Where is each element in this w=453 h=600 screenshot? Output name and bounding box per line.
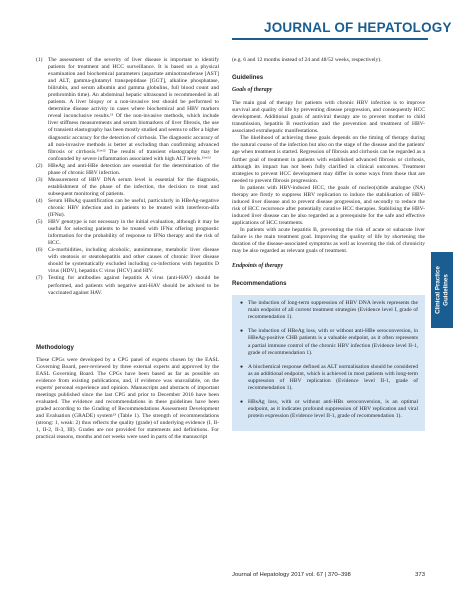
bullet-icon: ● xyxy=(240,301,244,307)
recommendation-item xyxy=(239,364,418,392)
recommendation-item xyxy=(239,300,418,321)
endpoints-heading: Endpoints of therapy xyxy=(232,263,284,270)
list-item xyxy=(36,198,219,219)
footer-citation: Journal of Hepatology 2017 vol. 67 | 370–398 xyxy=(232,572,351,578)
goals-section xyxy=(232,100,425,255)
recommendation-item xyxy=(239,328,418,356)
list-item xyxy=(36,57,219,163)
header-rule xyxy=(232,38,428,40)
recommendation-text: A biochemical response defined as ALT normalisation should be considered as an additional endpoint, which is achieved in most patients with long-term suppression of HBV replication (Evidence level II-1, grade of recommendation 1). xyxy=(248,363,418,391)
recommendations-box xyxy=(232,295,425,431)
list-item-text: Co-morbidities, including alcoholic, autoimmune, metabolic liver disease with steatosis or steatohepatitis and other causes of chronic liver disease should be systematically excluded including co-infections with hepatitis D virus (HDV), hepatitis C virus (HCV) and HIV. xyxy=(48,247,219,275)
list-item-text: The assessment of the severity of liver disease is important to identify patients for treatment and HCC surveillance. It is based on a physical examination and biochemical parameters (aspartate aminotransferase [AST] and ALT, gamma-glutamyl transpeptidase [GGT], alkaline phosphatase, bilirubin, and serum albumin and gamma globulins, full blood count and prothrombin time). An abdominal hepatic ultrasound is recommended in all patients. A liver biopsy or a non-invasive test should be performed to determine disease activity in cases where biochemical and HBV markers reveal inconclusive results.¹¹ Of the non-invasive methods, which include liver stiffness measurements and serum biomarkers of liver fibrosis, the use of transient elastography has been mostly studied and seems to offer a higher diagnostic accuracy for the detection of cirrhosis. The diagnostic accuracy of all non-invasive methods is better at excluding than confirming advanced fibrosis or cirrhosis.¹¹ʷ¹² The results of transient elastography may be confounded by severe inflammation associated with high ALT levels.¹¹ʷ¹² xyxy=(48,57,219,162)
goals-paragraph: In patients with acute hepatitis B, preventing the risk of acute or subacute liver failure is the main treatment goal. Improving the quality of life by shortening the duration of the disease-associated symptoms as well as lowering the risk of chronicity may be also regarded as relevant goals of treatment. xyxy=(232,226,425,255)
journal-title: JOURNAL OF HEPATOLOGY xyxy=(264,20,452,35)
list-item-text: Measurement of HBV DNA serum level is essential for the diagnosis, establishment of the phase of the infection, the decision to treat and subsequent monitoring of patients. xyxy=(48,176,219,197)
list-item-number: (3) xyxy=(36,176,43,183)
bullet-icon: ● xyxy=(240,364,244,370)
recommendation-text: The induction of HBeAg loss, with or without anti-HBe seroconversion, in HBeAg-positive CHB patients is a valuable endpoint, as it often represents a partial immune control of the chronic HBV infection (Evidence level II-1, grade of recommendation 1). xyxy=(248,328,418,356)
list-item xyxy=(36,177,219,198)
list-item xyxy=(36,247,219,275)
list-item-number: (6) xyxy=(36,247,43,254)
list-item-number: (7) xyxy=(36,275,43,282)
bullet-icon: ● xyxy=(240,399,244,405)
side-tab-line2: Guidelines xyxy=(442,274,449,306)
methodology-heading: Methodology xyxy=(36,343,74,351)
right-column xyxy=(232,57,425,431)
side-tab-line1: Clinical Practice xyxy=(434,266,442,314)
list-item-number: (4) xyxy=(36,197,43,204)
workup-list xyxy=(36,57,219,297)
recommendation-item xyxy=(239,399,418,420)
list-item-text: HBeAg and anti-HBe detection are essential for the determination of the phase of chronic HBV infection. xyxy=(48,162,219,176)
intro-text: (e.g. 6 and 12 months instead of 24 and 48/52 weeks, respectively). xyxy=(232,57,382,63)
goals-heading: Goals of therapy xyxy=(232,87,273,94)
list-item-number: (2) xyxy=(36,162,43,169)
list-item-number: (5) xyxy=(36,219,43,226)
page-number: 373 xyxy=(415,572,425,578)
guidelines-heading: Guidelines xyxy=(232,74,264,82)
recommendations-list xyxy=(239,300,418,420)
goals-paragraph: The likelihood of achieving these goals depends on the timing of therapy during the natural course of the infection but also on the stage of the disease and the patients' age when treatment is started. Regression of fibrosis and cirrhosis can be regarded as a further goal of treatment in patients with established advanced fibrosis or cirrhosis, although its impact has not been fully clarified in clinical outcomes. Treatment strategies to prevent HCC development may differ in some ways from those that are needed to prevent fibrosis progression. xyxy=(232,135,425,184)
recommendation-text: The induction of long-term suppression of HBV DNA levels represents the main endpoint of all current treatment strategies (Evidence level I, grade of recommendation 1). xyxy=(248,300,418,321)
list-item-number: (1) xyxy=(36,57,43,63)
list-item-text: Testing for antibodies against hepatitis A virus (anti-HAV) should be performed, and patients with negative anti-HAV should be advised to be vaccinated against HAV. xyxy=(48,275,219,296)
goals-paragraph: The main goal of therapy for patients with chronic HBV infection is to improve survival and quality of life by preventing disease progression, and consequently HCC development. Additional goals of antiviral therapy are to prevent mother to child transmission, hepatitis B reactivation and the prevention and treatment of HBV-associated extrahepatic manifestations. xyxy=(232,100,425,135)
goals-paragraph: In patients with HBV-induced HCC, the goals of nucleo(s)tide analogue (NA) therapy are firstly to suppress HBV replication to induce the stabilisation of HBV-induced liver disease and to prevent disease progression, and secondly to reduce the risk of HCC recurrence after potentially curative HCC therapies. Stabilising the HBV-induced liver disease can be also regarded as a prerequisite for the safe and effective applications of HCC treatments. xyxy=(232,184,425,226)
list-item-text: Serum HBsAg quantification can be useful, particularly in HBeAg-negative chronic HBV infection and in patients to be treated with interferon-alfa (IFNα). xyxy=(48,197,219,219)
list-item-text: HBV genotype is not necessary in the initial evaluation, although it may be useful for selecting patients to be treated with IFNα offering prognostic information for the probability of response to IFNα therapy and the risk of HCC. xyxy=(48,219,219,247)
section-side-tab xyxy=(431,252,453,328)
list-item xyxy=(36,275,219,296)
recommendations-heading: Recommendations xyxy=(232,280,287,288)
list-item xyxy=(36,163,219,177)
recommendation-text: HBsAg loss, with or without anti-HBs seroconversion, is an optimal endpoint, as it indicates profound suppression of HBV replication and viral protein expression (Evidence level II-1, grade of recommendation 1). xyxy=(248,398,418,419)
methodology-text: These CPGs were developed by a CPG panel of experts chosen by the EASL Governing Board, peer-reviewed by three external experts and approved by the EASL Governing Board. The CPGs have been based as far as possible on evidence from existing publications, and, if evidence was unavailable, on the experts' personal experience and opinion. Manuscripts and abstracts of important meetings published since the last CPG and prior to December 2016 have been evaluated. The evidence and recommendations in these guidelines have been graded according to the Grading of Recommendations Assessment Development and Evaluation (GRADE) system¹³ (Table 1). The strength of recommendations (strong: 1, weak: 2) thus reflects the quality (grade) of underlying evidence (I, II-1, II-2, II-3, III). Grades are not provided for statements and definitions. For practical reasons, months and not weeks were used in parts of the manuscript xyxy=(36,356,219,441)
list-item xyxy=(36,219,219,247)
left-column xyxy=(36,57,219,441)
bullet-icon: ● xyxy=(240,329,244,335)
